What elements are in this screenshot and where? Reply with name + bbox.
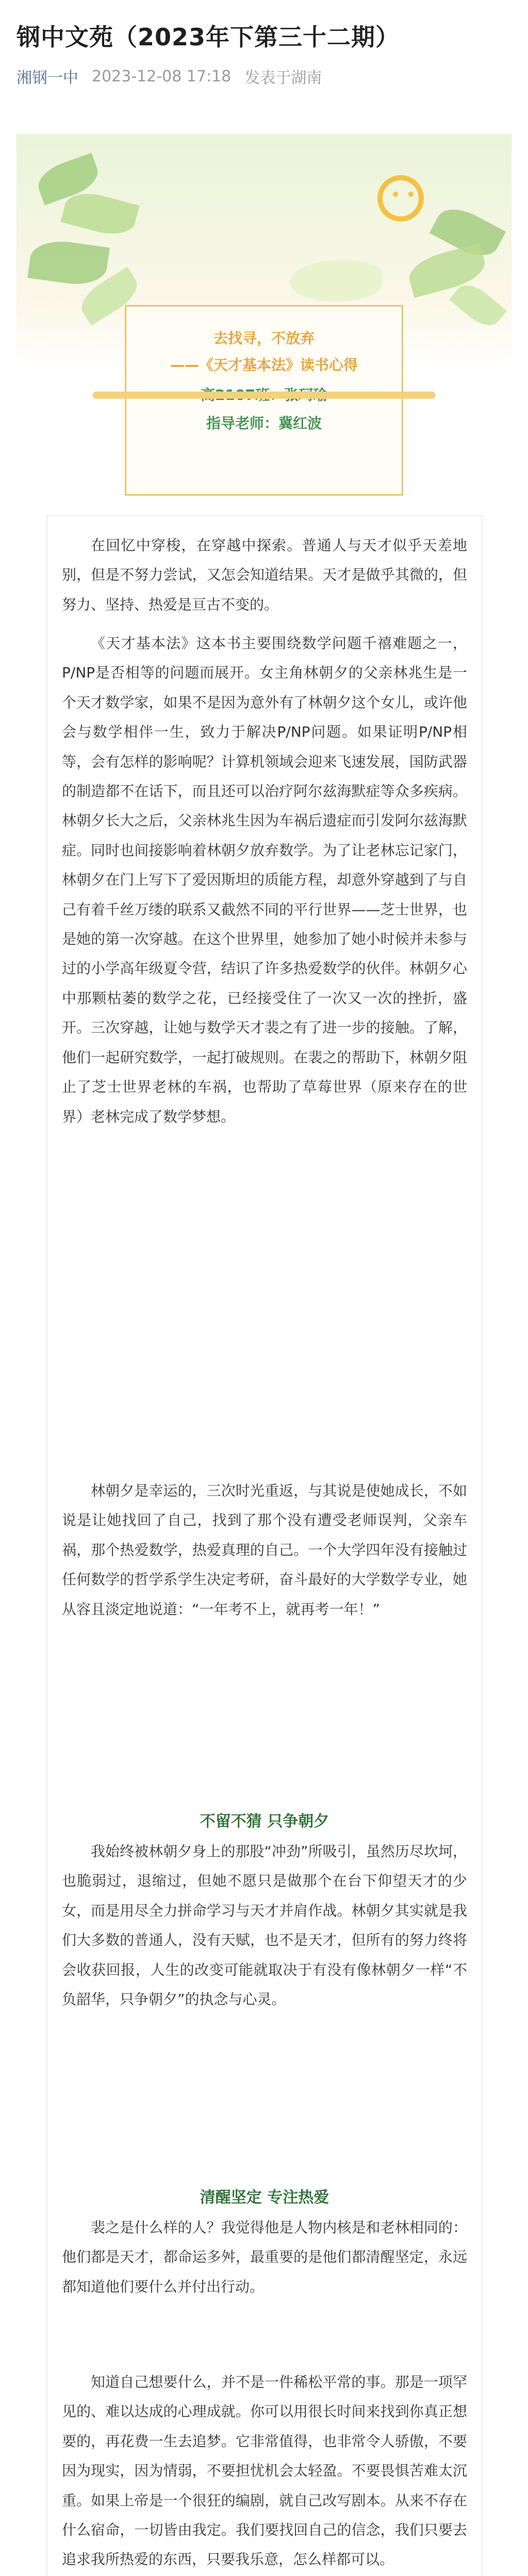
article-paragraph: 《天才基本法》这本书主要围绕数学问题千禧难题之一，P/NP是否相等的问题而展开。女主角林朝夕的父亲林兆生是一个天才数学家，如果不是因为意外有了林朝夕这个女儿，或许他会与数学相伴一生，致力于解决P/NP问题。如果证明P/NP相等，会有怎样的影响呢？计算机领域会迎来飞速发展，国防武器的制造都不在话下，而且还可以治疗阿尔兹海默症等众多疾病。林朝夕长大之后，父亲林兆生因为车祸后遗症而引发阿尔兹海默症。同时也间接影响着林朝夕放弃数学。为了让老林忘记家门，林朝夕在门上写下了爱因斯坦的质能方程，却意外穿越到了与自己有着千丝万缕的联系又截然不同的平行世界——芝士世界，也是她的第一次穿越。在这个世界里，她参加了她小时候并未参与过的小学高年级夏令营，结识了许多热爱数学的伙伴。林朝夕心中那颗枯萎的数学之花，已经接受住了一次又一次的挫折，盛开。三次穿越，让她与数学天才裴之有了进一步的接触。了解，他们一起研究数学，一起打破规则。在裴之的帮助下，林朝夕阻止了芝士世界老林的车祸，也帮助了草莓世界（原来存在的世界）老林完成了数学梦想。 bbox=[62, 635, 467, 1125]
account-link[interactable]: 湘钢一中 bbox=[16, 69, 78, 87]
publish-date: 2023-12-08 17:18 bbox=[92, 67, 232, 86]
leaf-icon bbox=[27, 237, 110, 289]
leaf-icon bbox=[449, 278, 507, 332]
sun-icon bbox=[377, 175, 424, 222]
article-paragraph: 在回忆中穿梭，在穿越中探索。普通人与天才似乎天差地别，但是不努力尝试，又怎会知道结果。天才是做乎其微的，但努力、坚持、热爱是亘古不变的。 bbox=[62, 537, 467, 613]
article-meta bbox=[16, 65, 512, 88]
title-ribbon bbox=[93, 392, 435, 399]
article-paragraph: 知道自己想要什么，并不是一件稀松平常的事。那是一项罕见的、难以达成的心理成就。你可以用很长时间来找到你真正想要的，再花费一生去追梦。它非常值得，也非常令人骄傲，不要因为现实，因为情弱，不要担忧机会太轻盈。不要畏惧苦难太沉重。如果上帝是一个很狂的编剧，就自己改写剧本。从来不存在什么宿命，一切皆由我定。我们要找回自己的信念，我们只要去追求我所热爱的东西，只要我乐意，怎么样都可以。 bbox=[62, 2374, 467, 2568]
card-teacher: 指导老师：冀红波 bbox=[206, 415, 322, 432]
article-paragraph: 我始终被林朝夕身上的那股“冲劲”所吸引，虽然历尽坎坷，也脆弱过，退缩过，但她不愿只是做那个在台下仰望天才的少女，而是用尽全力拼命学习与天才并肩作战。林朝夕其实就是我们大多数的普通人，没有天赋，也不是天才，但所有的努力终将会收获回报，人生的改变可能就取决于有没有像林朝夕一样“不负韶华，只争朝夕”的执念与心灵。 bbox=[62, 1843, 467, 2008]
article-paragraph: 林朝夕是幸运的，三次时光重返，与其说是使她成长，不如说是让她找回了自己，找到了那个没有遭受老师误判，父亲车祸，那个热爱数学，热爱真理的自己。一个大学四年没有接触过任何数学的哲学系学生决定考研，奋斗最好的大学数学专业，她从容且淡定地说道：“一年考不上，就再考一年！” bbox=[62, 1482, 467, 1618]
card-line-1: 去找寻，不放弃 bbox=[213, 330, 315, 347]
section-title-1: 不留不猜 只争朝夕 bbox=[200, 1812, 329, 1831]
card-line-2: ——《天才基本法》读书心得 bbox=[170, 357, 358, 374]
title-card bbox=[125, 305, 403, 496]
article-title: 钢中文苑（2023年下第三十二期） bbox=[16, 23, 400, 51]
article-paragraph: 裴之是什么样的人？我觉得他是人物内核是和老林相同的：他们都是天才，都命运多舛，最重要的是他们都清醒坚定，永远都知道他们要什么并付出行动。 bbox=[62, 2219, 467, 2295]
article-header bbox=[0, 0, 528, 88]
decor-blob bbox=[290, 260, 383, 301]
publish-location: 发表于湖南 bbox=[244, 69, 322, 87]
sun-eye-icon bbox=[408, 192, 414, 197]
section-title-2: 清醒坚定 专注热爱 bbox=[200, 2189, 329, 2207]
sun-eye-icon bbox=[393, 192, 398, 197]
